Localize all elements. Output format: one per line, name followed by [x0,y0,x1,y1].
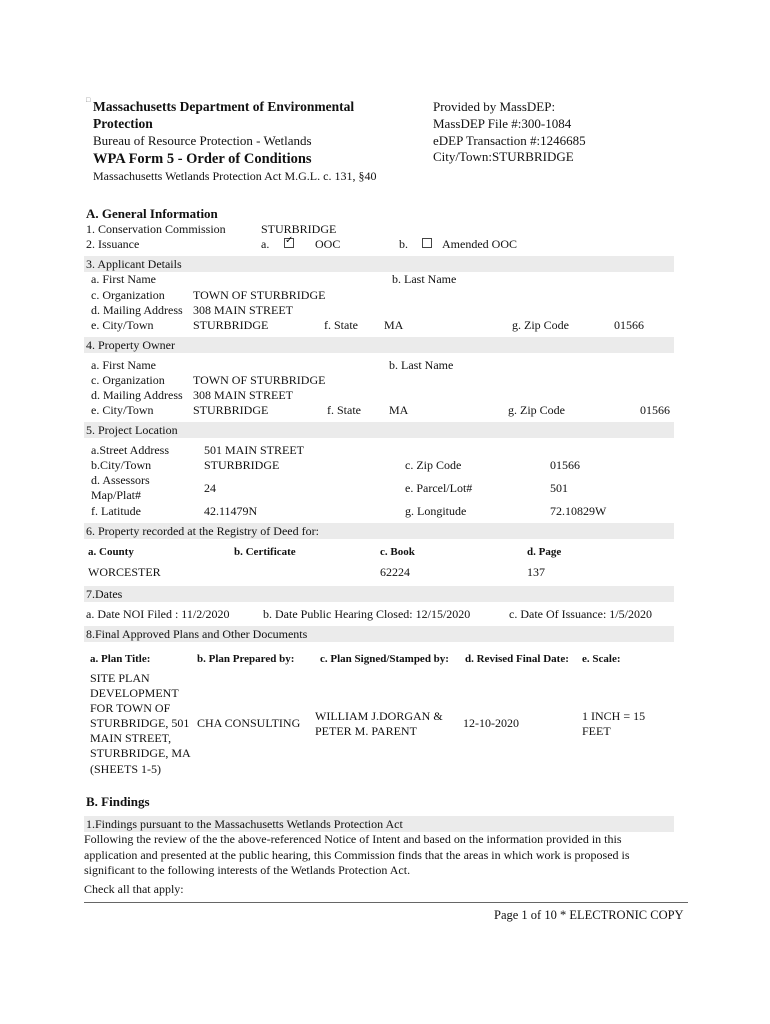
plan-signed-header: c. Plan Signed/Stamped by: [320,653,449,665]
agency-name-line2: Protection [93,116,153,131]
plan-title-line: (SHEETS 1-5) [90,762,161,776]
amended-ooc-checkbox[interactable] [422,238,432,248]
county-header: a. County [88,546,134,558]
plan-title-line: SITE PLAN [90,671,150,685]
latitude-value: 42.11479N [204,504,258,518]
plan-title-header: a. Plan Title: [90,653,151,665]
applicant-section-bar [84,256,674,272]
issuance-option-a: a. [261,237,270,251]
assessors-label-2: Map/Plat# [91,488,141,502]
bureau-name: Bureau of Resource Protection - Wetlands [93,133,312,148]
transaction-number: eDEP Transaction #:1246685 [433,133,586,148]
plan-signed-line: WILLIAM J.DORGAN & [315,709,443,723]
plan-title-line: STURBRIDGE, MA [90,746,191,760]
longitude-value: 72.10829W [550,504,607,518]
registry-section-bar [84,523,674,539]
section-b-heading: B. Findings [86,794,150,809]
dates-section-bar [84,586,674,602]
applicant-city-label: e. City/Town [91,318,154,332]
parcel-label: e. Parcel/Lot# [405,481,473,495]
registry-heading: 6. Property recorded at the Registry of Deed for: [86,524,319,538]
section-a-heading: A. General Information [86,206,218,221]
plan-title-line: STURBRIDGE, 501 [90,716,190,730]
street-label: a.Street Address [91,443,169,457]
dates-heading: 7.Dates [86,587,123,601]
page-value: 137 [527,565,545,579]
date-noi-filed: a. Date NOI Filed : 11/2/2020 [86,607,230,621]
latitude-label: f. Latitude [91,504,141,518]
location-zip-label: c. Zip Code [405,458,462,472]
applicant-mail-label: d. Mailing Address [91,303,183,317]
location-section-bar [84,422,674,438]
owner-city-value: STURBRIDGE [193,403,269,417]
applicant-zip-label: g. Zip Code [512,318,569,332]
footer-divider [84,902,688,903]
date-hearing-closed: b. Date Public Hearing Closed: 12/15/2020 [263,607,471,621]
page-header: d. Page [527,546,562,558]
owner-first-name-label: a. First Name [91,358,156,372]
applicant-org-label: c. Organization [91,288,165,302]
ooc-label: OOC [315,237,341,251]
assessors-value: 24 [204,481,216,495]
owner-city-label: e. City/Town [91,403,154,417]
date-of-issuance: c. Date Of Issuance: 1/5/2020 [509,607,652,621]
owner-org-value: TOWN OF STURBRIDGE [193,373,326,387]
page-footer: Page 1 of 10 * ELECTRONIC COPY [494,908,684,922]
book-header: c. Book [380,546,415,558]
file-number: MassDEP File #:300-1084 [433,116,572,131]
corner-mark: □ [86,96,91,104]
check-all-label: Check all that apply: [84,882,184,896]
owner-state-value: MA [389,403,409,417]
applicant-org-value: TOWN OF STURBRIDGE [193,288,326,302]
amended-ooc-label: Amended OOC [442,237,517,251]
plan-title-line: MAIN STREET, [90,731,172,745]
commission-label: 1. Conservation Commission [86,222,226,236]
plan-prepared-header: b. Plan Prepared by: [197,653,295,665]
owner-zip-label: g. Zip Code [508,403,565,417]
applicant-city-value: STURBRIDGE [193,318,269,332]
certificate-header: b. Certificate [234,546,296,558]
plans-section-bar [84,626,674,642]
location-zip-value: 01566 [550,458,580,472]
owner-mail-label: d. Mailing Address [91,388,183,402]
plan-title-line: DEVELOPMENT [90,686,179,700]
commission-value: STURBRIDGE [261,222,337,236]
plans-heading: 8.Final Approved Plans and Other Documents [86,627,308,641]
owner-last-name-label: b. Last Name [389,358,454,372]
findings-bar-text: 1.Findings pursuant to the Massachusetts Wetlands Protection Act [86,817,403,831]
owner-org-label: c. Organization [91,373,165,387]
assessors-label-1: d. Assessors [91,473,150,487]
findings-paragraph-line: application and presented at the public hearing, this Commission finds that the areas in which work is proposed is [84,848,630,862]
plan-prepared-value: CHA CONSULTING [197,716,301,730]
plan-signed-line: PETER M. PARENT [315,724,417,738]
provided-by: Provided by MassDEP: [433,99,556,114]
findings-section-bar [84,816,674,832]
applicant-first-name-label: a. First Name [91,272,156,286]
plan-scale-line: 1 INCH = 15 [582,709,646,723]
book-value: 62224 [380,565,410,579]
location-city-value: STURBRIDGE [204,458,280,472]
county-value: WORCESTER [88,565,161,579]
ooc-checkbox[interactable] [284,238,294,248]
plan-scale-line: FEET [582,724,611,738]
location-heading: 5. Project Location [86,423,178,437]
owner-state-label: f. State [327,403,361,417]
plan-title-line: FOR TOWN OF [90,701,171,715]
owner-heading: 4. Property Owner [86,338,175,352]
form-title: WPA Form 5 - Order of Conditions [93,151,312,167]
parcel-value: 501 [550,481,568,495]
plan-scale-header: e. Scale: [582,653,621,665]
header-city-town: City/Town:STURBRIDGE [433,149,574,164]
findings-paragraph-line: significant to the following interests of the Wetlands Protection Act. [84,863,411,877]
applicant-mail-value: 308 MAIN STREET [193,303,293,317]
applicant-state-value: MA [384,318,404,332]
owner-section-bar [84,337,674,353]
applicant-zip-value: 01566 [614,318,644,332]
owner-zip-value: 01566 [640,403,670,417]
plan-revised-header: d. Revised Final Date: [465,653,569,665]
findings-paragraph-line: Following the review of the the above-referenced Notice of Intent and based on the information provided in this [84,832,622,846]
location-city-label: b.City/Town [91,458,152,472]
applicant-heading: 3. Applicant Details [86,257,182,271]
applicant-last-name-label: b. Last Name [392,272,457,286]
issuance-option-b: b. [399,237,408,251]
issuance-label: 2. Issuance [86,237,140,251]
applicant-state-label: f. State [324,318,358,332]
plan-revised-value: 12-10-2020 [463,716,519,730]
longitude-label: g. Longitude [405,504,467,518]
act-citation: Massachusetts Wetlands Protection Act M.G.L. c. 131, §40 [93,169,377,183]
agency-name-line1: Massachusetts Department of Environmental [93,99,355,114]
street-value: 501 MAIN STREET [204,443,304,457]
owner-mail-value: 308 MAIN STREET [193,388,293,402]
